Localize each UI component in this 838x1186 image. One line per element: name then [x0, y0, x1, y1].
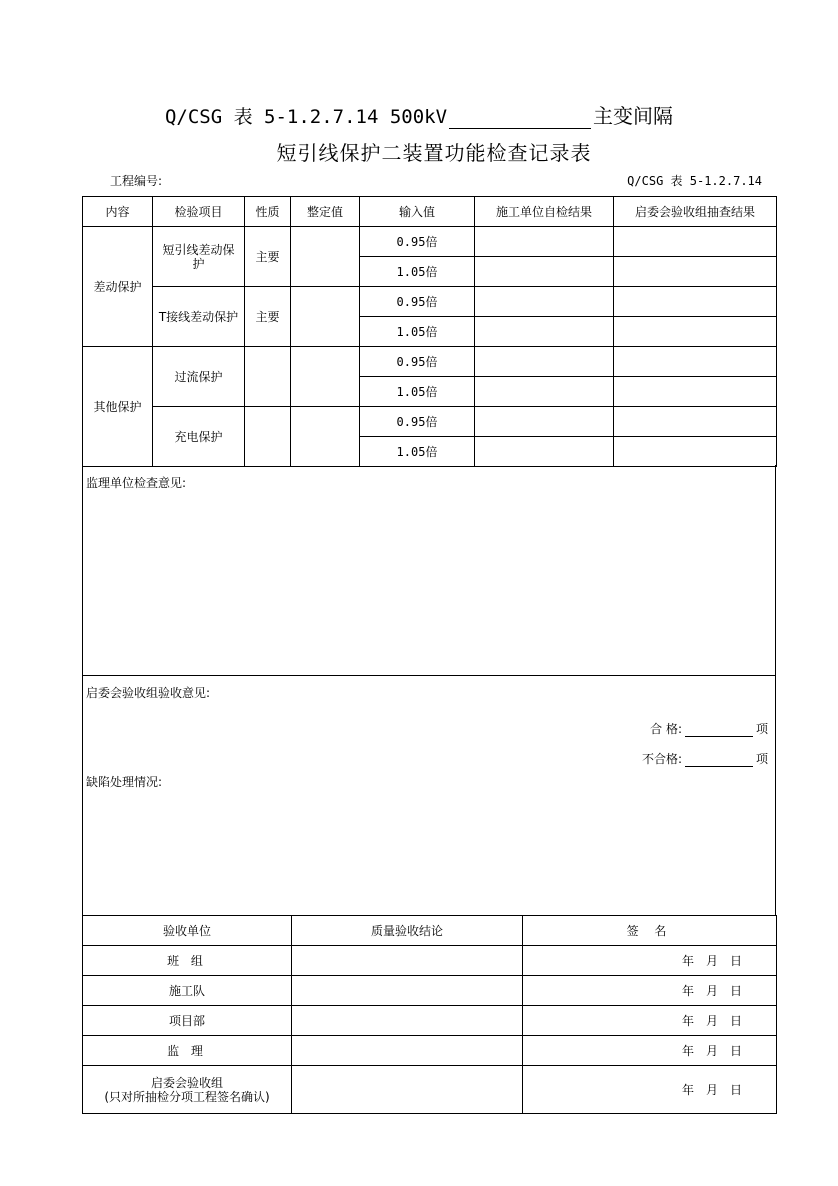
spot-check-cell[interactable]	[614, 347, 777, 377]
self-check-cell[interactable]	[475, 287, 614, 317]
signature-date-cell[interactable]	[523, 946, 777, 976]
day-label: 日	[729, 953, 742, 968]
conclusion-cell[interactable]	[292, 946, 523, 976]
spot-check-cell[interactable]	[614, 257, 777, 287]
signoff-column-header: 签 名	[523, 916, 777, 946]
setting-value-cell[interactable]	[291, 227, 360, 287]
fail-count-row	[642, 750, 768, 767]
column-header: 输入值	[360, 197, 475, 227]
signoff-column-header: 质量验收结论	[292, 916, 523, 946]
input-value-cell: 1.05倍	[360, 377, 475, 407]
self-check-cell[interactable]	[475, 347, 614, 377]
signoff-row	[83, 1006, 777, 1036]
conclusion-cell[interactable]	[292, 1036, 523, 1066]
form-code: Q/CSG 表 5-1.2.7.14	[627, 174, 762, 188]
self-check-cell[interactable]	[475, 407, 614, 437]
nature-cell: 主要	[245, 227, 291, 287]
station-name-blank[interactable]	[449, 106, 591, 129]
signature-date-cell[interactable]	[523, 1066, 777, 1114]
nature-cell	[245, 347, 291, 407]
self-check-cell[interactable]	[475, 437, 614, 467]
content-cell: 其他保护	[83, 347, 153, 467]
item-name-cell: 短引线差动保护	[153, 227, 245, 287]
signoff-unit-cell	[83, 1066, 292, 1114]
form-title-line2: 短引线保护二装置功能检查记录表	[276, 141, 592, 165]
spot-check-cell[interactable]	[614, 287, 777, 317]
nature-cell	[245, 407, 291, 467]
content-cell: 差动保护	[83, 227, 153, 347]
signoff-table	[82, 915, 777, 1114]
year-label: 年	[681, 1043, 694, 1058]
conclusion-cell[interactable]	[292, 1066, 523, 1114]
month-label: 月	[705, 1043, 718, 1058]
input-value-cell: 0.95倍	[360, 287, 475, 317]
month-label: 月	[705, 983, 718, 998]
signoff-row	[83, 946, 777, 976]
signoff-unit-cell: 监 理	[83, 1036, 292, 1066]
year-label: 年	[681, 953, 694, 968]
self-check-cell[interactable]	[475, 227, 614, 257]
fail-label: 不合格:	[641, 752, 682, 766]
signoff-unit-note: (只对所抽检分项工程签名确认)	[104, 1089, 270, 1104]
signoff-row	[83, 1036, 777, 1066]
column-header: 启委会验收组抽查结果	[614, 197, 777, 227]
conclusion-cell[interactable]	[292, 976, 523, 1006]
input-value-cell: 0.95倍	[360, 347, 475, 377]
nature-cell: 主要	[245, 287, 291, 347]
spot-check-cell[interactable]	[614, 407, 777, 437]
signoff-row	[83, 1066, 777, 1114]
spot-check-cell[interactable]	[614, 227, 777, 257]
pass-count-row	[650, 720, 768, 737]
self-check-cell[interactable]	[475, 377, 614, 407]
input-value-cell: 1.05倍	[360, 257, 475, 287]
pass-count-field[interactable]	[685, 724, 753, 737]
form-title-suffix: 主变间隔	[593, 104, 674, 128]
pass-label: 合 格:	[650, 722, 682, 736]
signoff-unit-name: 启委会验收组	[150, 1075, 223, 1090]
input-value-cell: 1.05倍	[360, 317, 475, 347]
column-header: 整定值	[291, 197, 360, 227]
signature-date-cell[interactable]	[523, 1006, 777, 1036]
year-label: 年	[681, 983, 694, 998]
form-title-line1	[0, 100, 838, 132]
setting-value-cell[interactable]	[291, 287, 360, 347]
year-label: 年	[681, 1082, 694, 1097]
column-header: 施工单位自检结果	[475, 197, 614, 227]
month-label: 月	[705, 1013, 718, 1028]
setting-value-cell[interactable]	[291, 407, 360, 467]
day-label: 日	[729, 1013, 742, 1028]
signoff-header-row	[83, 916, 777, 946]
acceptance-opinion-box[interactable]	[82, 675, 776, 916]
month-label: 月	[705, 953, 718, 968]
column-header: 内容	[83, 197, 153, 227]
signoff-row	[83, 976, 777, 1006]
supervision-opinion-box[interactable]	[82, 465, 776, 676]
day-label: 日	[729, 1043, 742, 1058]
fail-count-field[interactable]	[685, 754, 753, 767]
table-header-row	[83, 197, 777, 227]
item-name-cell: 过流保护	[153, 347, 245, 407]
project-number-label: 工程编号:	[110, 174, 163, 188]
signoff-column-header: 验收单位	[83, 916, 292, 946]
form-title-prefix: Q/CSG 表 5-1.2.7.14 500kV	[164, 106, 448, 128]
column-header: 性质	[245, 197, 291, 227]
spot-check-cell[interactable]	[614, 377, 777, 407]
signature-date-cell[interactable]	[523, 976, 777, 1006]
day-label: 日	[729, 1082, 742, 1097]
signoff-unit-cell: 项目部	[83, 1006, 292, 1036]
item-name-cell: T接线差动保护	[153, 287, 245, 347]
setting-value-cell[interactable]	[291, 347, 360, 407]
self-check-cell[interactable]	[475, 317, 614, 347]
input-value-cell: 1.05倍	[360, 437, 475, 467]
conclusion-cell[interactable]	[292, 1006, 523, 1036]
inspection-table	[82, 196, 777, 467]
self-check-cell[interactable]	[475, 257, 614, 287]
pass-unit: 项	[755, 722, 768, 736]
table-row	[83, 407, 777, 437]
table-row	[83, 287, 777, 317]
column-header: 检验项目	[153, 197, 245, 227]
year-label: 年	[681, 1013, 694, 1028]
signoff-unit-cell: 施工队	[83, 976, 292, 1006]
signoff-unit-cell: 班 组	[83, 946, 292, 976]
spot-check-cell[interactable]	[614, 437, 777, 467]
month-label: 月	[705, 1082, 718, 1097]
fail-unit: 项	[755, 752, 768, 766]
day-label: 日	[729, 983, 742, 998]
spot-check-cell[interactable]	[614, 317, 777, 347]
table-row	[83, 227, 777, 257]
item-name-cell: 充电保护	[153, 407, 245, 467]
input-value-cell: 0.95倍	[360, 227, 475, 257]
acceptance-opinion-label: 启委会验收组验收意见:	[86, 686, 211, 700]
defects-label: 缺陷处理情况:	[86, 775, 163, 789]
input-value-cell: 0.95倍	[360, 407, 475, 437]
table-row	[83, 347, 777, 377]
signature-date-cell[interactable]	[523, 1036, 777, 1066]
supervision-opinion-label: 监理单位检查意见:	[86, 476, 187, 490]
